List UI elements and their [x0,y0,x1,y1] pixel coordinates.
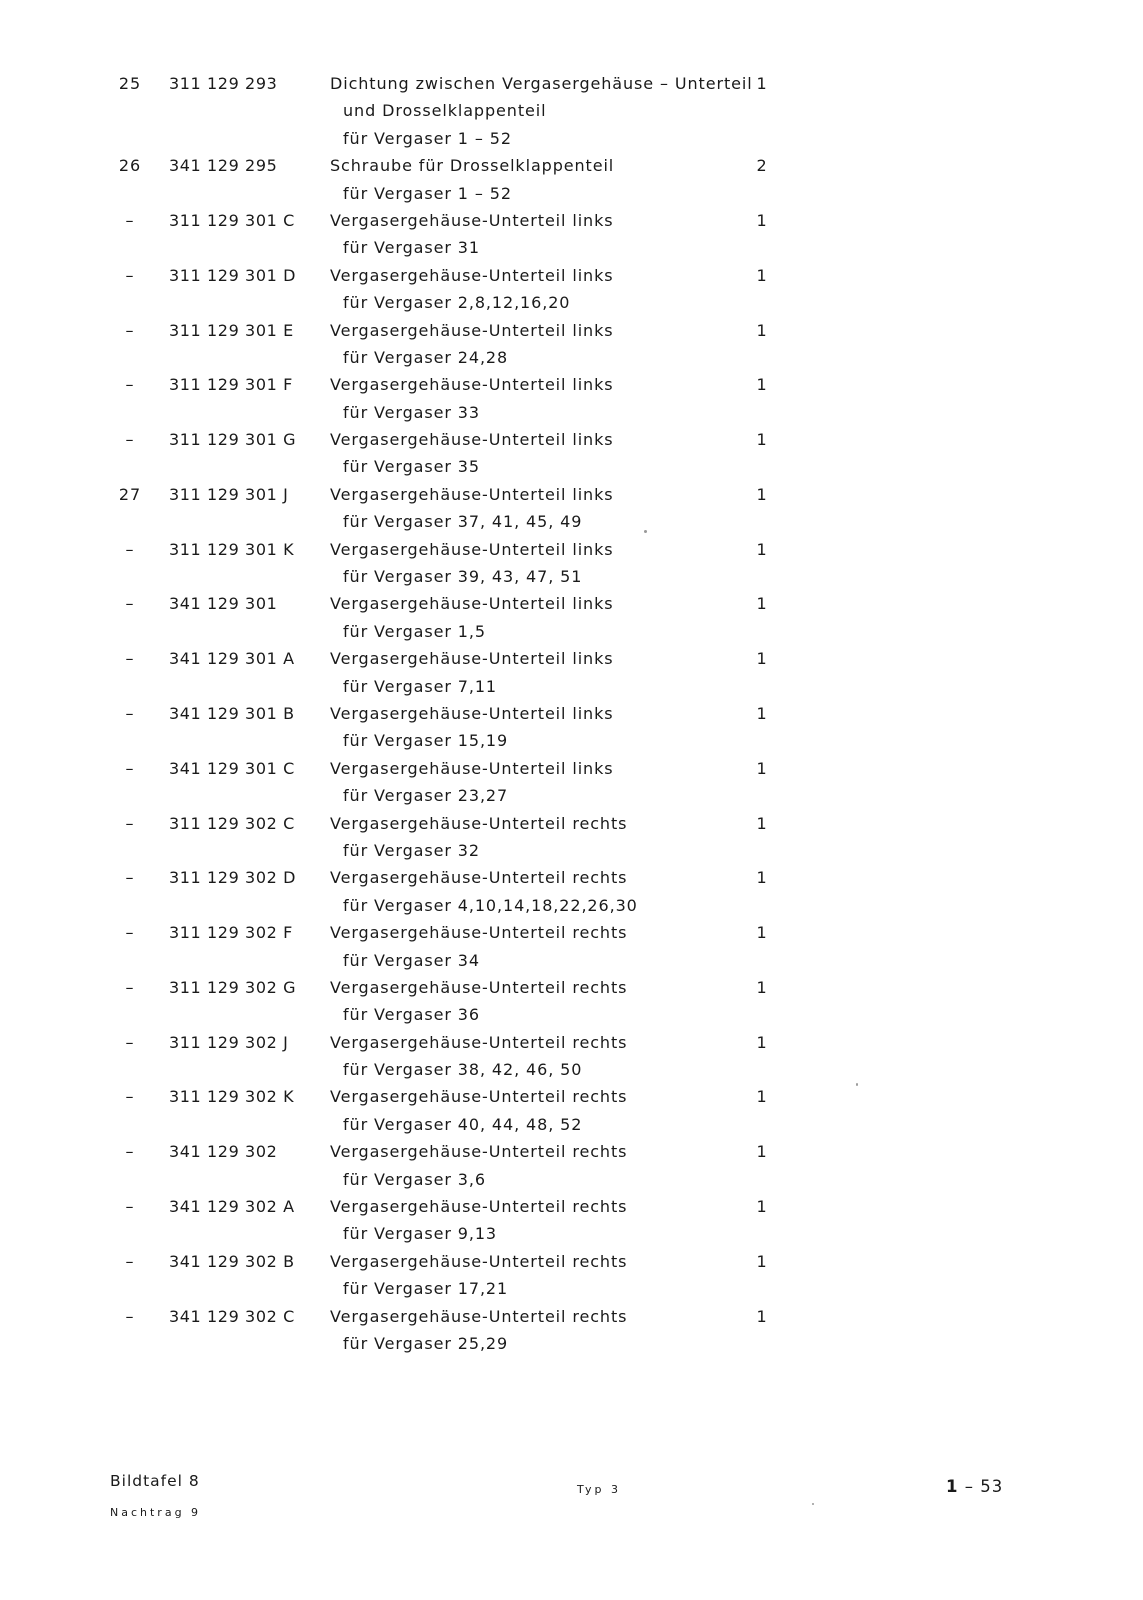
part-description: Vergasergehäuse-Unterteil rechts [330,868,628,888]
part-number: 341 129 301 C [169,758,295,778]
part-description-continued: und Drosselklappenteil [343,101,547,121]
part-row [0,1193,1143,1248]
part-row [0,1083,1143,1138]
part-row-main-line [0,1138,1143,1165]
carburetor-applicability: für Vergaser 32 [343,840,480,860]
part-description: Vergasergehäuse-Unterteil rechts [330,923,628,943]
part-description: Vergasergehäuse-Unterteil rechts [330,813,628,833]
part-row-main-line [0,152,1143,179]
part-number: 341 129 302 B [169,1251,295,1271]
part-row [0,152,1143,207]
part-number: 311 129 301 K [169,539,295,559]
quantity: 1 [756,539,768,559]
part-row [0,755,1143,810]
part-number: 311 129 302 D [169,868,296,888]
quantity: 1 [756,1306,768,1326]
part-row-applicability-line [0,453,1143,480]
carburetor-applicability: für Vergaser 3,6 [343,1169,486,1189]
position-number: – [125,1251,135,1271]
carburetor-applicability: für Vergaser 36 [343,1005,480,1025]
position-number: – [125,1306,135,1326]
part-number: 341 129 295 [169,156,278,176]
part-row [0,919,1143,974]
part-number: 311 129 302 F [169,923,293,943]
carburetor-applicability: für Vergaser 33 [343,402,480,422]
carburetor-applicability: für Vergaser 34 [343,950,480,970]
part-row [0,1138,1143,1193]
part-description: Vergasergehäuse-Unterteil links [330,265,614,285]
part-row-applicability-line [0,1330,1143,1357]
quantity: 1 [756,1032,768,1052]
part-row-applicability-line [0,673,1143,700]
part-row-main-line [0,755,1143,782]
position-number: 27 [118,484,142,504]
part-row-main-line [0,1193,1143,1220]
part-row [0,371,1143,426]
part-row-main-line [0,974,1143,1001]
carburetor-applicability: für Vergaser 39, 43, 47, 51 [343,567,583,587]
position-number: – [125,375,135,395]
part-row [0,536,1143,591]
position-number: – [125,813,135,833]
position-number: 26 [118,156,142,176]
part-row-main-line [0,481,1143,508]
part-row-applicability-line [0,1220,1143,1247]
part-row-applicability-line [0,344,1143,371]
part-row [0,810,1143,865]
quantity: 1 [756,977,768,997]
part-description: Vergasergehäuse-Unterteil links [330,594,614,614]
scan-speck [812,1503,814,1505]
part-row-main-line [0,371,1143,398]
quantity: 1 [756,265,768,285]
part-description: Vergasergehäuse-Unterteil links [330,649,614,669]
carburetor-applicability: für Vergaser 38, 42, 46, 50 [343,1060,583,1080]
part-row [0,590,1143,645]
position-number: – [125,703,135,723]
position-number: – [125,977,135,997]
part-number: 311 129 301 J [169,484,289,504]
part-row-applicability-line [0,1111,1143,1138]
part-row [0,1248,1143,1303]
quantity: 1 [756,484,768,504]
part-row [0,700,1143,755]
part-row-main-line [0,317,1143,344]
position-number: – [125,594,135,614]
position-number: – [125,320,135,340]
scan-speck [856,1083,858,1086]
part-description: Vergasergehäuse-Unterteil rechts [330,1197,628,1217]
position-number: – [125,210,135,230]
position-number: – [125,1087,135,1107]
position-number: – [125,1197,135,1217]
carburetor-applicability: für Vergaser 4,10,14,18,22,26,30 [343,895,638,915]
part-row-continuation-line [0,97,1143,124]
part-description: Vergasergehäuse-Unterteil rechts [330,1087,628,1107]
part-row-main-line [0,645,1143,672]
quantity: 1 [756,703,768,723]
part-row-main-line [0,70,1143,97]
page-prefix: 1 [946,1477,959,1496]
part-number: 311 129 302 C [169,813,295,833]
part-number: 341 129 301 A [169,649,295,669]
part-row [0,864,1143,919]
part-row-main-line [0,1083,1143,1110]
part-row-applicability-line [0,399,1143,426]
quantity: 1 [756,1251,768,1271]
position-number: – [125,868,135,888]
quantity: 1 [756,375,768,395]
part-number: 341 129 301 [169,594,278,614]
quantity: 1 [756,594,768,614]
type-label: Typ 3 [577,1483,621,1496]
part-number: 311 129 293 [169,74,278,93]
part-number: 311 129 302 G [169,977,297,997]
part-row-main-line [0,262,1143,289]
part-description: Dichtung zwischen Vergasergehäuse – Unterteil [330,74,753,93]
part-description: Vergasergehäuse-Unterteil links [330,430,614,450]
position-number: 25 [118,74,142,93]
carburetor-applicability: für Vergaser 37, 41, 45, 49 [343,512,583,532]
part-description: Vergasergehäuse-Unterteil links [330,320,614,340]
part-row [0,481,1143,536]
quantity: 1 [756,868,768,888]
part-row-applicability-line [0,1056,1143,1083]
part-row-applicability-line [0,782,1143,809]
part-number: 341 129 302 [169,1142,278,1162]
quantity: 1 [756,1142,768,1162]
part-row-main-line [0,700,1143,727]
carburetor-applicability: für Vergaser 15,19 [343,731,509,751]
part-number: 311 129 301 F [169,375,293,395]
part-description: Vergasergehäuse-Unterteil rechts [330,977,628,997]
part-row-applicability-line [0,289,1143,316]
carburetor-applicability: für Vergaser 1 – 52 [343,128,512,148]
plate-label: Bildtafel 8 [110,1472,200,1490]
position-number: – [125,1032,135,1052]
carburetor-applicability: für Vergaser 24,28 [343,347,509,367]
quantity: 1 [756,758,768,778]
position-number: – [125,649,135,669]
page-number [946,1477,1003,1496]
part-row-applicability-line [0,1166,1143,1193]
part-row-applicability-line [0,125,1143,152]
quantity: 1 [756,649,768,669]
part-row-applicability-line [0,180,1143,207]
position-number: – [125,1142,135,1162]
part-description: Vergasergehäuse-Unterteil links [330,703,614,723]
scan-speck [644,530,647,533]
part-row-main-line [0,590,1143,617]
part-description: Vergasergehäuse-Unterteil links [330,758,614,778]
position-number: – [125,539,135,559]
part-row-main-line [0,426,1143,453]
part-description: Schraube für Drosselklappenteil [330,156,615,176]
part-row-main-line [0,1029,1143,1056]
part-description: Vergasergehäuse-Unterteil rechts [330,1032,628,1052]
part-number: 311 129 302 J [169,1032,289,1052]
quantity: 1 [756,813,768,833]
carburetor-applicability: für Vergaser 31 [343,238,480,258]
carburetor-applicability: für Vergaser 1,5 [343,621,486,641]
part-row-applicability-line [0,837,1143,864]
carburetor-applicability: für Vergaser 35 [343,457,480,477]
parts-list [0,70,1143,1357]
part-row-main-line [0,1303,1143,1330]
part-row-main-line [0,864,1143,891]
part-number: 341 129 302 A [169,1197,295,1217]
part-number: 311 129 301 D [169,265,296,285]
carburetor-applicability: für Vergaser 17,21 [343,1279,509,1299]
part-row-applicability-line [0,618,1143,645]
part-row [0,974,1143,1029]
carburetor-applicability: für Vergaser 40, 44, 48, 52 [343,1114,583,1134]
part-row-applicability-line [0,1001,1143,1028]
part-row [0,426,1143,481]
part-number: 311 129 301 C [169,210,295,230]
quantity: 1 [756,1197,768,1217]
part-row-main-line [0,1248,1143,1275]
part-description: Vergasergehäuse-Unterteil links [330,375,614,395]
page-separator: – [958,1477,981,1496]
part-row-applicability-line [0,234,1143,261]
part-number: 341 129 302 C [169,1306,295,1326]
quantity: 1 [756,210,768,230]
part-description: Vergasergehäuse-Unterteil rechts [330,1251,628,1271]
carburetor-applicability: für Vergaser 25,29 [343,1333,509,1353]
part-row-main-line [0,810,1143,837]
quantity: 1 [756,74,768,93]
part-row-applicability-line [0,508,1143,535]
part-number: 311 129 302 K [169,1087,295,1107]
part-row [0,1303,1143,1358]
part-row-main-line [0,536,1143,563]
part-row-applicability-line [0,892,1143,919]
supplement-label: Nachtrag 9 [110,1506,202,1519]
part-number: 341 129 301 B [169,703,295,723]
part-row [0,645,1143,700]
part-row-applicability-line [0,1275,1143,1302]
part-number: 311 129 301 E [169,320,294,340]
carburetor-applicability: für Vergaser 23,27 [343,786,509,806]
carburetor-applicability: für Vergaser 9,13 [343,1224,498,1244]
quantity: 1 [756,923,768,943]
position-number: – [125,923,135,943]
position-number: – [125,265,135,285]
position-number: – [125,758,135,778]
carburetor-applicability: für Vergaser 1 – 52 [343,183,512,203]
part-number: 311 129 301 G [169,430,297,450]
part-row [0,262,1143,317]
part-row-main-line [0,919,1143,946]
page-number-value: 53 [980,1477,1004,1496]
quantity: 1 [756,1087,768,1107]
carburetor-applicability: für Vergaser 7,11 [343,676,498,696]
position-number: – [125,430,135,450]
part-row-applicability-line [0,727,1143,754]
quantity: 1 [756,320,768,340]
part-description: Vergasergehäuse-Unterteil rechts [330,1306,628,1326]
carburetor-applicability: für Vergaser 2,8,12,16,20 [343,293,571,313]
part-row [0,1029,1143,1084]
part-row [0,70,1143,152]
part-row [0,207,1143,262]
part-row-applicability-line [0,947,1143,974]
part-row [0,317,1143,372]
part-description: Vergasergehäuse-Unterteil rechts [330,1142,628,1162]
part-row-applicability-line [0,563,1143,590]
part-description: Vergasergehäuse-Unterteil links [330,539,614,559]
part-row-main-line [0,207,1143,234]
quantity: 1 [756,430,768,450]
quantity: 2 [756,156,768,176]
part-description: Vergasergehäuse-Unterteil links [330,210,614,230]
part-description: Vergasergehäuse-Unterteil links [330,484,614,504]
